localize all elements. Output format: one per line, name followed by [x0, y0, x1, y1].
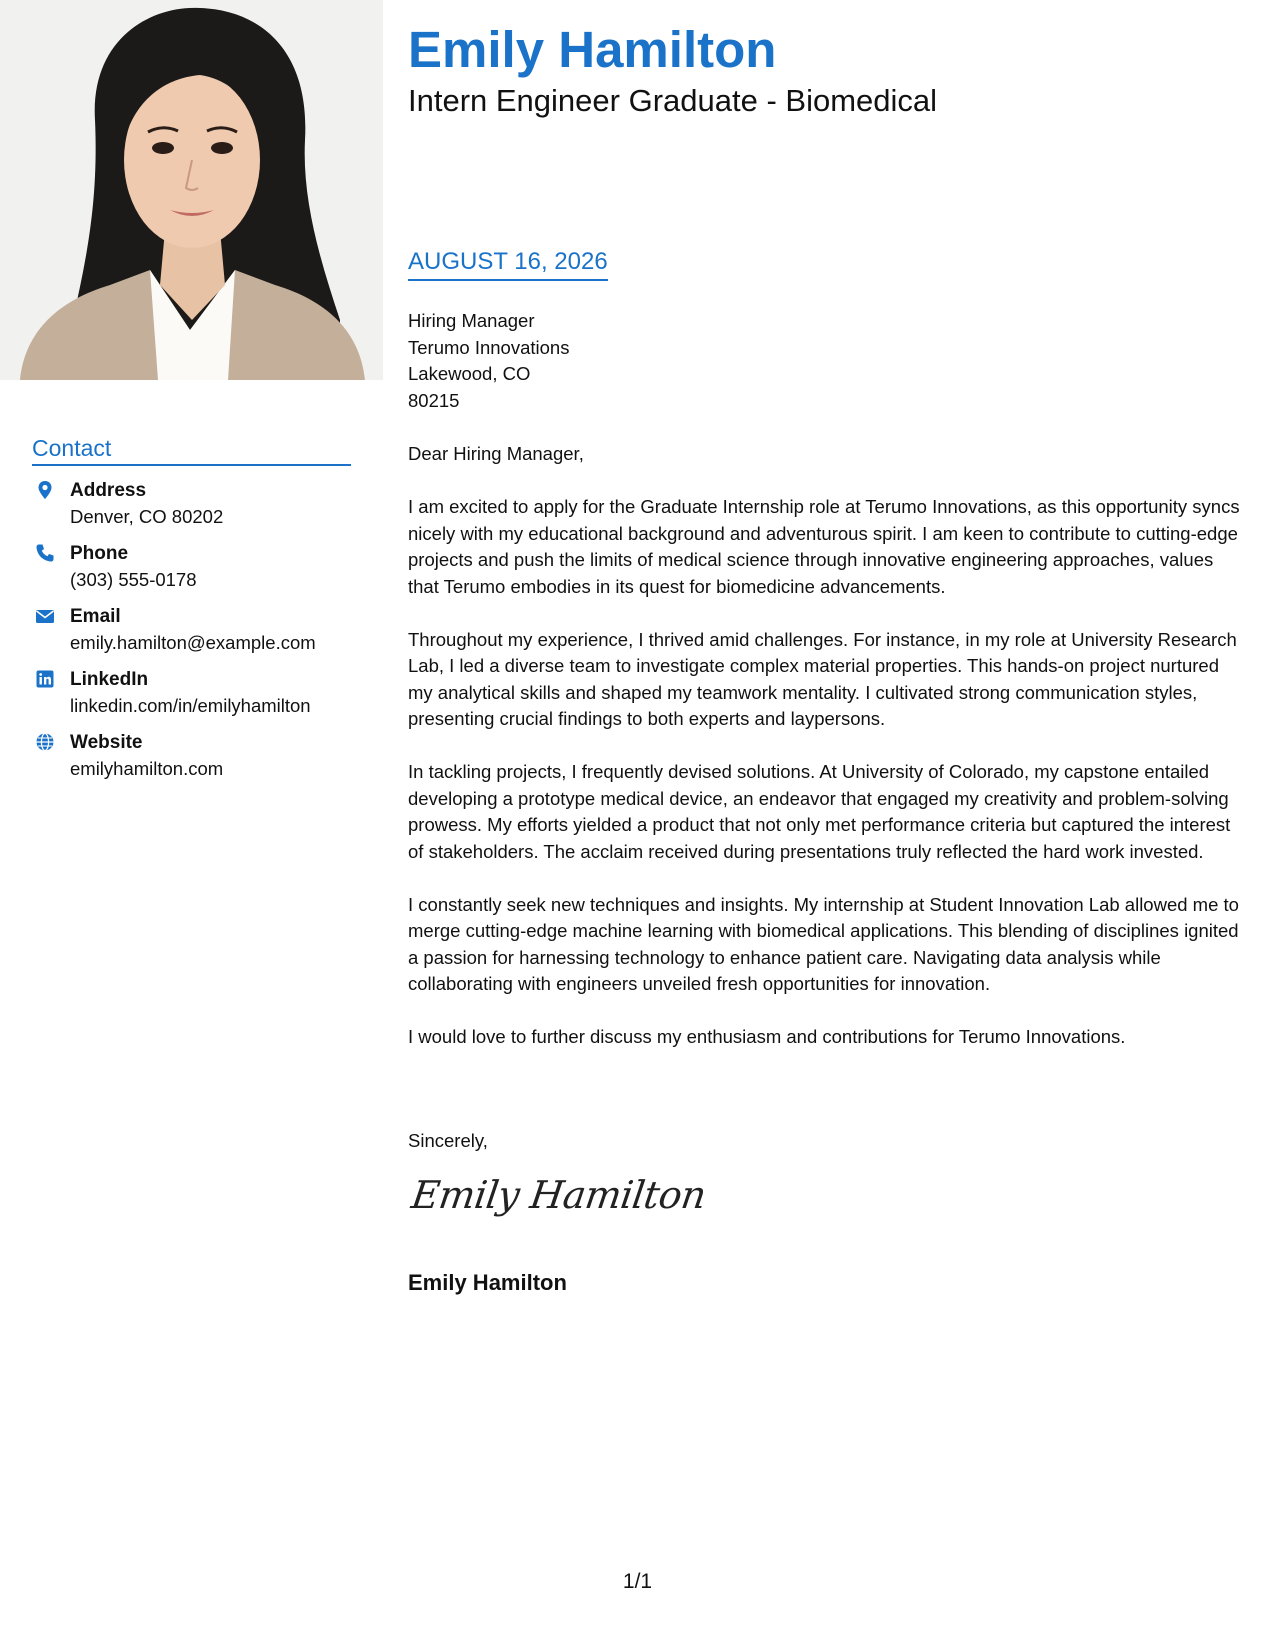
contact-item-phone	[32, 541, 351, 592]
recipient-block	[408, 308, 569, 414]
recipient-company: Terumo Innovations	[408, 336, 570, 358]
map-pin-icon	[35, 480, 55, 500]
paragraph: Throughout my experience, I thrived amid challenges. For instance, in my role at University Research Lab, I led a diverse team to investigate complex material properties. This hands-on project nurtured my analytical skills and shaped my teamwork mentality. I cultivated strong communication styles, presenting crucial findings to both experts and laypersons.	[408, 628, 1237, 729]
recipient-city: Lakewood, CO	[408, 363, 531, 384]
phone-value[interactable]: (303) 555-0178	[70, 569, 197, 591]
address-value: Denver, CO 80202	[70, 506, 224, 528]
globe-icon	[35, 732, 55, 752]
contact-item-email	[32, 604, 351, 655]
contact-item-website	[32, 730, 351, 781]
recipient-zip: 80215	[408, 389, 460, 411]
profile-photo	[0, 0, 383, 380]
paragraph: In tackling projects, I frequently devised solutions. At University of Colorado, my capstone entailed developing a prototype medical device, an endeavor that engaged my creativity and problem-solving prowess. My efforts yielded a product that not only met performance criteria but captured the interest of stakeholders. The acclaim received during presentations truly reflected the hard work invested.	[408, 761, 1231, 862]
contact-label: LinkedIn	[70, 669, 149, 691]
paragraph: I am excited to apply for the Graduate Internship role at Terumo Innovations, as this opportunity syncs nicely with my educational background and adventurous spirit. I am keen to contribute to cutting-edge projects and push the limits of medical science through innovative engineering approaches, values that Terumo embodies in its quest for biomedicine advancements.	[408, 496, 1240, 597]
contact-heading: Contact	[32, 436, 351, 466]
contact-label: Phone	[70, 543, 129, 565]
contact-section	[32, 436, 351, 793]
contact-label: Email	[70, 606, 121, 628]
envelope-icon	[35, 606, 55, 626]
paragraph: I would love to further discuss my enthusiasm and contributions for Terumo Innovations.	[408, 1026, 1126, 1047]
salutation: Dear Hiring Manager,	[408, 443, 584, 464]
contact-item-linkedin	[32, 667, 351, 718]
job-title: Intern Engineer Graduate - Biomedical	[408, 83, 938, 118]
phone-icon	[35, 543, 55, 563]
letter-body	[408, 441, 1248, 1077]
letter-date: AUGUST 16, 2026	[408, 249, 608, 281]
signature: Emily Hamilton	[408, 1173, 709, 1217]
closing: Sincerely,	[408, 1130, 488, 1151]
page-number: 1/1	[622, 1570, 653, 1593]
linkedin-icon	[35, 669, 55, 689]
contact-label: Address	[70, 480, 147, 502]
recipient-title: Hiring Manager	[408, 310, 535, 331]
contact-item-address	[32, 478, 351, 529]
applicant-name: Emily Hamilton	[408, 21, 777, 78]
email-value[interactable]: emily.hamilton@example.com	[70, 632, 316, 654]
linkedin-value[interactable]: linkedin.com/in/emilyhamilton	[70, 695, 311, 717]
website-value[interactable]: emilyhamilton.com	[70, 758, 224, 780]
signer-name: Emily Hamilton	[408, 1270, 567, 1295]
paragraph: I constantly seek new techniques and insights. My internship at Student Innovation Lab allowed me to merge cutting-edge machine learning with biomedical applications. This blending of disciplines ignited a passion for harnessing technology to enhance patient care. Navigating data analysis while collaborating with engineers unveiled fresh opportunities for innovation.	[408, 893, 1239, 994]
contact-label: Website	[70, 732, 143, 754]
